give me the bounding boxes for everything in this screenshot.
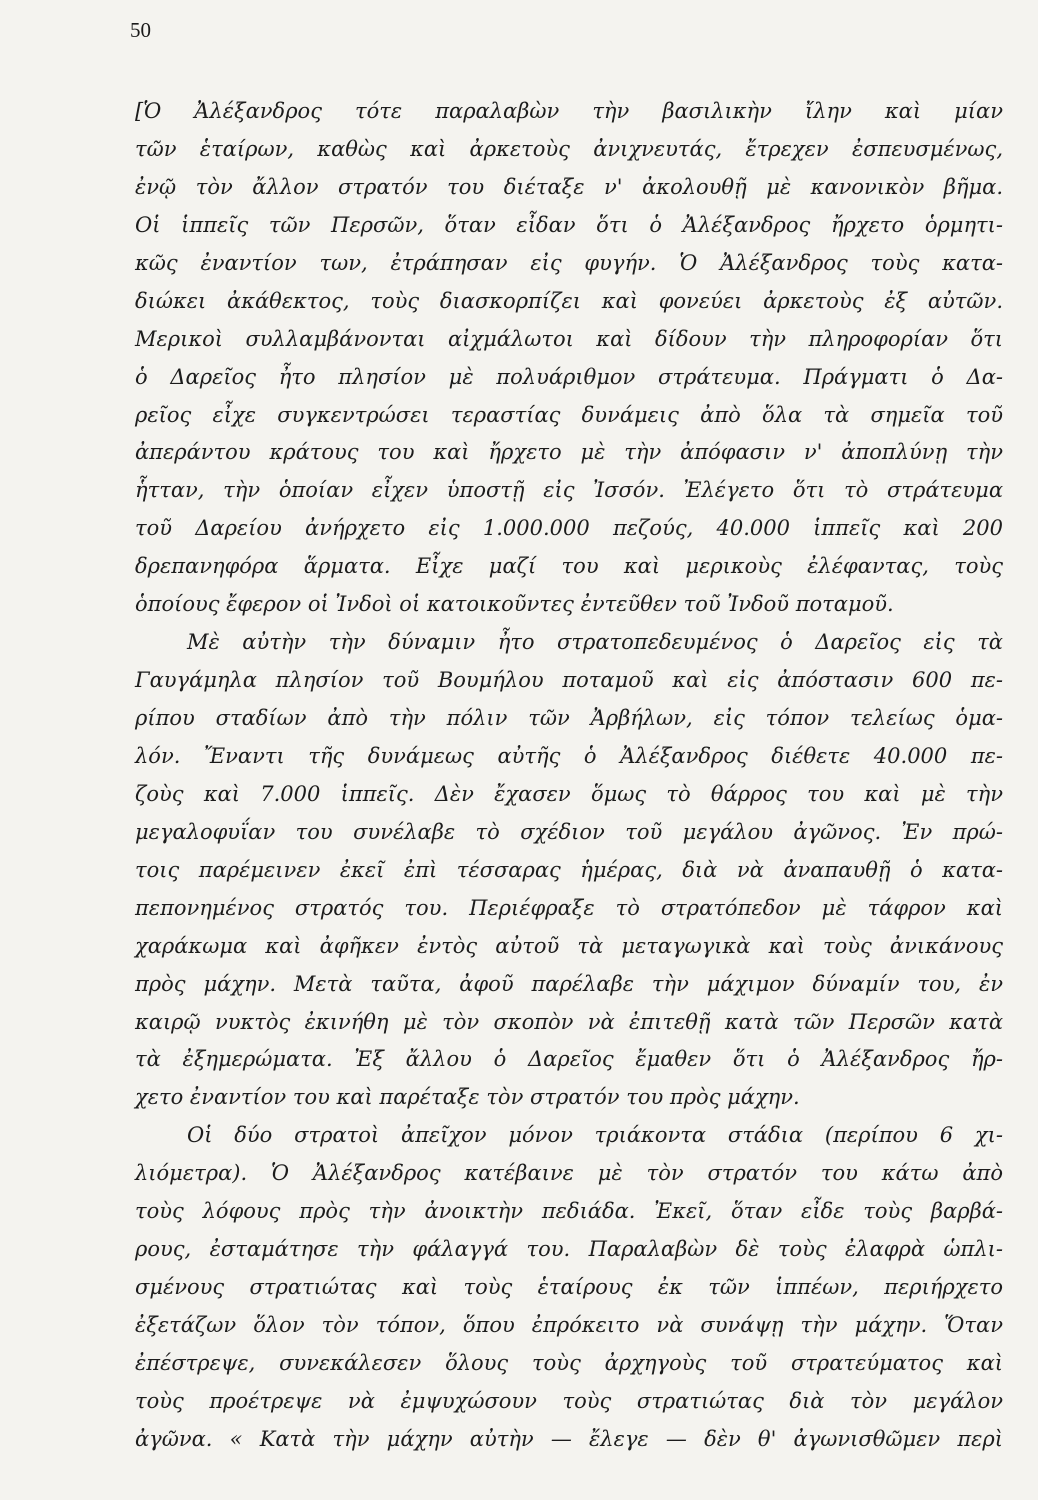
text-line: ἐνῷ τὸν ἄλλον στρατόν του διέταξε ν' ἀκολουθῇ μὲ κανονικὸν βῆμα. [135,174,1003,199]
text-line: ἐξετάζων ὅλον τὸν τόπον, ὅπου ἐπρόκειτο νὰ συνάψῃ τὴν μάχην. Ὅταν [135,1313,1003,1337]
text-line: πεπονημένος στρατός του. Περιέφραξε τὸ στρατόπεδον μὲ τάφρον καὶ [135,895,1003,920]
text-line: σμένους στρατιώτας καὶ τοὺς ἑταίρους ἐκ τῶν ἱππέων, περιήρχετο [135,1275,1003,1300]
text-line: [Ὁ Ἀλέξανδρος τότε παραλαβὼν τὴν βασιλικὴν ἴλην καὶ μίαν [135,99,1003,123]
text-line: ὁ Δαρεῖος ἦτο πλησίον μὲ πολυάριθμον στράτευμα. Πράγματι ὁ Δα- [135,364,1003,389]
text-line: καιρῷ νυκτὸς ἐκινήθη μὲ τὸν σκοπὸν νὰ ἐπιτεθῇ κατὰ τῶν Περσῶν κατὰ [135,1009,1003,1034]
text-line: ρίπου σταδίων ἀπὸ τὴν πόλιν τῶν Ἀρβήλων, εἰς τόπον τελείως ὁμα- [135,706,1003,730]
text-line: χαράκωμα καὶ ἀφῆκεν ἐντὸς αὐτοῦ τὰ μεταγωγικὰ καὶ τοὺς ἀνικάνους [135,933,1003,958]
text-line: ρους, ἐσταμάτησε τὴν φάλαγγά του. Παραλαβὼν δὲ τοὺς ἐλαφρὰ ὡπλι- [135,1237,1003,1262]
text-line: ζοὺς καὶ 7.000 ἱππεῖς. Δὲν ἔχασεν ὅμως τὸ θάρρος του καὶ μὲ τὴν [135,781,1003,806]
text-line: λιόμετρα). Ὁ Ἀλέξανδρος κατέβαινε μὲ τὸν στρατόν του κάτω ἀπὸ [135,1161,1003,1186]
text-line: τοὺς προέτρεψε νὰ ἐμψυχώσουν τοὺς στρατιώτας διὰ τὸν μεγάλον [135,1388,1003,1413]
text-line: διώκει ἀκάθεκτος, τοὺς διασκορπίζει καὶ φονεύει ἀρκετοὺς ἐξ αὐτῶν. [135,288,1003,313]
text-line: Μὲ αὐτὴν τὴν δύναμιν ἦτο στρατοπεδευμένος ὁ Δαρεῖος εἰς τὰ [187,630,1003,655]
text-line: Οἱ δύο στρατοὶ ἀπεῖχον μόνον τριάκοντα στάδια (περίπου 6 χι- [187,1123,1003,1148]
text-line: Μερικοὶ συλλαμβάνονται αἰχμάλωτοι καὶ δίδουν τὴν πληροφορίαν ὅτι [135,326,1003,351]
text-line: Οἱ ἱππεῖς τῶν Περσῶν, ὅταν εἶδαν ὅτι ὁ Ἀλέξανδρος ἤρχετο ὁρμητι- [135,212,1003,237]
text-line: ἀγῶνα. « Κατὰ τὴν μάχην αὐτὴν — ἔλεγε — δὲν θ' ἀγωνισθῶμεν περὶ [135,1426,1003,1451]
text-line: Γαυγάμηλα πλησίον τοῦ Βουμήλου ποταμοῦ καὶ εἰς ἀπόστασιν 600 πε- [135,668,1003,693]
body-text [135,93,1003,1459]
text-line: μεγαλοφυΐαν του συνέλαβε τὸ σχέδιον τοῦ μεγάλου ἀγῶνος. Ἐν πρώ- [135,819,1003,844]
text-line: τοὺς λόφους πρὸς τὴν ἀνοικτὴν πεδιάδα. Ἐκεῖ, ὅταν εἶδε τοὺς βαρβά- [135,1199,1003,1224]
text-line: χετο ἐναντίον του καὶ παρέταξε τὸν στρατόν του πρὸς μάχην. [135,1085,800,1110]
text-line: λόν. Ἔναντι τῆς δυνάμεως αὐτῆς ὁ Ἀλέξανδρος διέθετε 40.000 πε- [135,743,1003,768]
text-line: ἀπεράντου κράτους του καὶ ἤρχετο μὲ τὴν ἀπόφασιν ν' ἀποπλύνῃ τὴν [135,440,1003,465]
text-line: ὁποίους ἔφερον οἱ Ἰνδοὶ οἱ κατοικοῦντες ἐντεῦθεν τοῦ Ἰνδοῦ ποταμοῦ. [135,592,894,617]
text-line: δρεπανηφόρα ἅρματα. Εἶχε μαζί του καὶ μερικοὺς ἐλέφαντας, τοὺς [135,554,1003,579]
text-line: ρεῖος εἶχε συγκεντρώσει τεραστίας δυνάμεις ἀπὸ ὅλα τὰ σημεῖα τοῦ [135,402,1003,427]
text-line: ἐπέστρεψε, συνεκάλεσεν ὅλους τοὺς ἀρχηγοὺς τοῦ στρατεύματος καὶ [135,1350,1003,1375]
text-line: τὰ ἐξημερώματα. Ἐξ ἄλλου ὁ Δαρεῖος ἔμαθεν ὅτι ὁ Ἀλέξανδρος ἤρ- [135,1047,1003,1072]
text-line: τοῦ Δαρείου ἀνήρχετο εἰς 1.000.000 πεζούς, 40.000 ἱππεῖς καὶ 200 [135,516,1003,541]
text-line: τῶν ἑταίρων, καθὼς καὶ ἀρκετοὺς ἀνιχνευτάς, ἔτρεχεν ἐσπευσμένως, [135,136,1003,161]
text-line: πρὸς μάχην. Μετὰ ταῦτα, ἀφοῦ παρέλαβε τὴν μάχιμον δύναμίν του, ἐν [135,971,1003,996]
text-line: τοις παρέμεινεν ἐκεῖ ἐπὶ τέσσαρας ἡμέρας, διὰ νὰ ἀναπαυθῇ ὁ κατα- [135,857,1003,882]
text-line: κῶς ἐναντίον των, ἐτράπησαν εἰς φυγήν. Ὁ Ἀλέξανδρος τοὺς κατα- [135,250,1003,275]
text-line: ἧτταν, τὴν ὁποίαν εἶχεν ὑποστῇ εἰς Ἰσσόν. Ἐλέγετο ὅτι τὸ στράτευμα [135,478,1003,503]
page-number: 50 [130,18,151,42]
